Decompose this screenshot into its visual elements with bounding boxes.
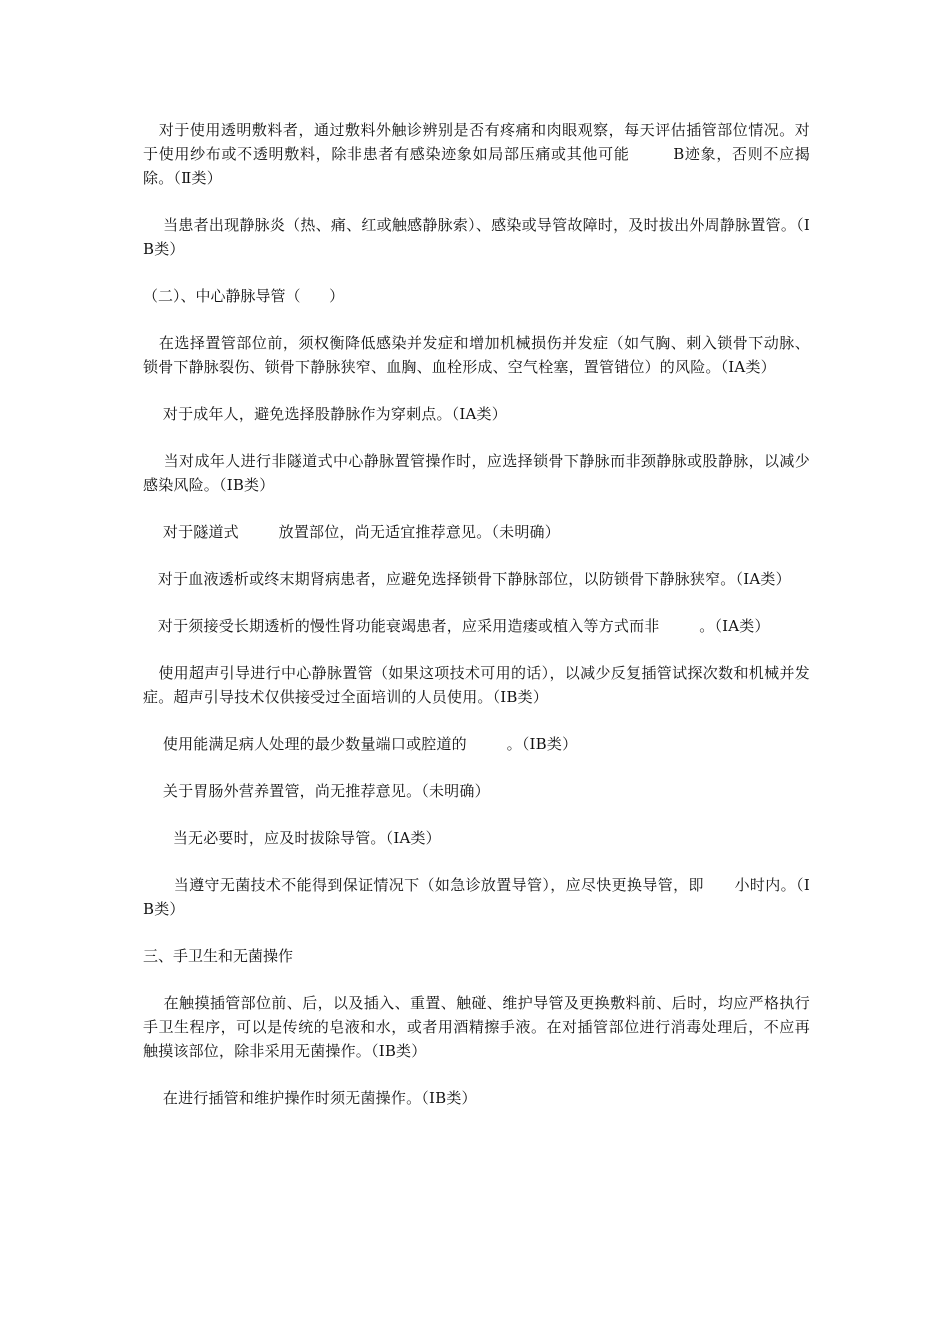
paragraph-emergency-replacement: 当遵守无菌技术不能得到保证情况下（如急诊放置导管），应尽快更换导管，即 小时内。（ⅠB类）	[143, 876, 810, 918]
paragraph-hand-hygiene-procedure: 在触摸插管部位前、后，以及插入、重置、触碰、维护导管及更换敷料前、后时，均应严格执行手卫生程序，可以是传统的皂液和水，或者用酒精擦手液。在对插管部位进行消毒处理后，不应再触摸该部位，除非采用无菌操作。（ⅠB类）	[143, 994, 811, 1060]
paragraph-prompt-removal: 当无必要时，应及时拔除导管。（ⅠA类）	[143, 829, 441, 847]
paragraph-gap	[143, 497, 810, 520]
paragraph-gap	[143, 756, 810, 779]
document-body	[143, 118, 810, 1110]
paragraph-gap	[143, 709, 810, 732]
paragraph-gap	[143, 968, 810, 991]
paragraph-gap	[143, 426, 810, 449]
paragraph-gap	[143, 1063, 810, 1086]
section-heading-central-venous: （二）、中心静脉导管（ ）	[143, 287, 345, 305]
paragraph-parenteral-nutrition: 关于胃肠外营养置管，尚无推荐意见。（未明确）	[143, 782, 490, 800]
paragraph-avoid-femoral: 对于成年人，避免选择股静脉作为穿刺点。（ⅠA类）	[143, 405, 507, 423]
paragraph-gap	[143, 591, 810, 614]
paragraph-transparent-dressing: 对于使用透明敷料者，通过敷料外触诊辨别是否有疼痛和肉眼观察，每天评估插管部位情况。对于使用纱布或不透明敷料，除非患者有感染迹象如局部压痛或其他可能 B迹象，否则不应揭除。（Ⅱ类）	[143, 121, 811, 187]
paragraph-tunneled-site: 对于隧道式 放置部位，尚无适宜推荐意见。（未明确）	[143, 523, 560, 541]
paragraph-hemodialysis: 对于血液透析或终末期肾病患者，应避免选择锁骨下静脉部位，以防锁骨下静脉狭窄。（ⅠA类）	[143, 570, 791, 588]
paragraph-gap	[143, 921, 810, 944]
paragraph-site-selection-risk: 在选择置管部位前，须权衡降低感染并发症和增加机械损伤并发症（如气胸、刺入锁骨下动脉、锁骨下静脉裂伤、锁骨下静脉狭窄、血胸、血栓形成、空气栓塞，置管错位）的风险。（ⅠA类）	[143, 334, 811, 376]
paragraph-gap	[143, 308, 810, 331]
paragraph-long-term-dialysis: 对于须接受长期透析的慢性肾功能衰竭患者，应采用造瘘或植入等方式而非 。（ⅠA类）	[143, 617, 770, 635]
paragraph-gap	[143, 803, 810, 826]
section-heading-hand-hygiene: 三、手卫生和无菌操作	[143, 947, 294, 965]
paragraph-ultrasound-guidance: 使用超声引导进行中心静脉置管（如果这项技术可用的话），以减少反复插管试探次数和机械并发症。超声引导技术仅供接受过全面培训的人员使用。（ⅠB类）	[143, 664, 811, 706]
paragraph-gap	[143, 261, 810, 284]
paragraph-phlebitis-removal: 当患者出现静脉炎（热、痛、红或触感静脉索）、感染或导管故障时，及时拔出外周静脉置管。（ⅠB类）	[143, 216, 810, 258]
paragraph-gap	[143, 544, 810, 567]
paragraph-minimum-lumens: 使用能满足病人处理的最少数量端口或腔道的 。（ⅠB类）	[143, 735, 578, 753]
paragraph-gap	[143, 190, 810, 213]
paragraph-gap	[143, 638, 810, 661]
paragraph-gap	[143, 379, 810, 402]
paragraph-gap	[143, 850, 810, 873]
paragraph-subclavian-preferred: 当对成年人进行非隧道式中心静脉置管操作时，应选择锁骨下静脉而非颈静脉或股静脉，以减少感染风险。（ⅠB类）	[143, 452, 811, 494]
paragraph-aseptic-technique: 在进行插管和维护操作时须无菌操作。（ⅠB类）	[143, 1089, 477, 1107]
